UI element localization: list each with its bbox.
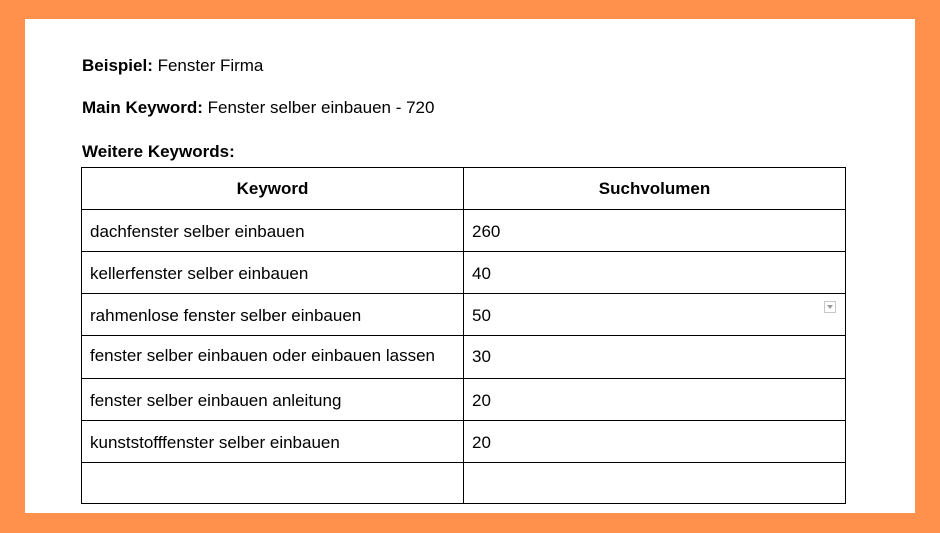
keyword-cell[interactable] [82, 463, 464, 504]
keyword-cell[interactable]: kellerfenster selber einbauen [82, 252, 464, 294]
more-keywords-heading [82, 142, 235, 162]
table-row [82, 379, 846, 421]
keyword-table [81, 167, 846, 504]
header-volume: Suchvolumen [464, 168, 846, 210]
volume-cell[interactable]: 20 [464, 379, 846, 421]
table-row [82, 421, 846, 463]
keyword-cell[interactable]: kunststofffenster selber einbauen [82, 421, 464, 463]
keyword-cell[interactable]: dachfenster selber einbauen [82, 210, 464, 252]
table-header-row [82, 168, 846, 210]
example-value: Fenster Firma [157, 56, 264, 75]
volume-cell[interactable]: 50 [464, 294, 846, 336]
volume-cell[interactable]: 40 [464, 252, 846, 294]
more-keywords-label: Weitere Keywords: [82, 142, 235, 161]
document-page [25, 19, 915, 513]
table-row [82, 294, 846, 336]
table-row [82, 336, 846, 379]
table-row [82, 463, 846, 504]
dropdown-arrow-icon[interactable] [824, 301, 836, 313]
example-label: Beispiel: [82, 56, 153, 75]
header-keyword: Keyword [82, 168, 464, 210]
keyword-cell[interactable]: rahmenlose fenster selber einbauen [82, 294, 464, 336]
volume-cell[interactable]: 20 [464, 421, 846, 463]
table-row [82, 210, 846, 252]
main-keyword-label: Main Keyword: [82, 98, 203, 117]
main-keyword-line [82, 98, 434, 118]
keyword-cell[interactable]: fenster selber einbauen anleitung [82, 379, 464, 421]
keyword-cell[interactable]: fenster selber einbauen oder einbauen lassen [82, 336, 464, 379]
example-line [82, 56, 263, 76]
main-keyword-value: Fenster selber einbauen - 720 [207, 98, 435, 117]
table-row [82, 252, 846, 294]
volume-cell[interactable] [464, 463, 846, 504]
volume-cell[interactable]: 30 [464, 336, 846, 379]
volume-cell[interactable]: 260 [464, 210, 846, 252]
